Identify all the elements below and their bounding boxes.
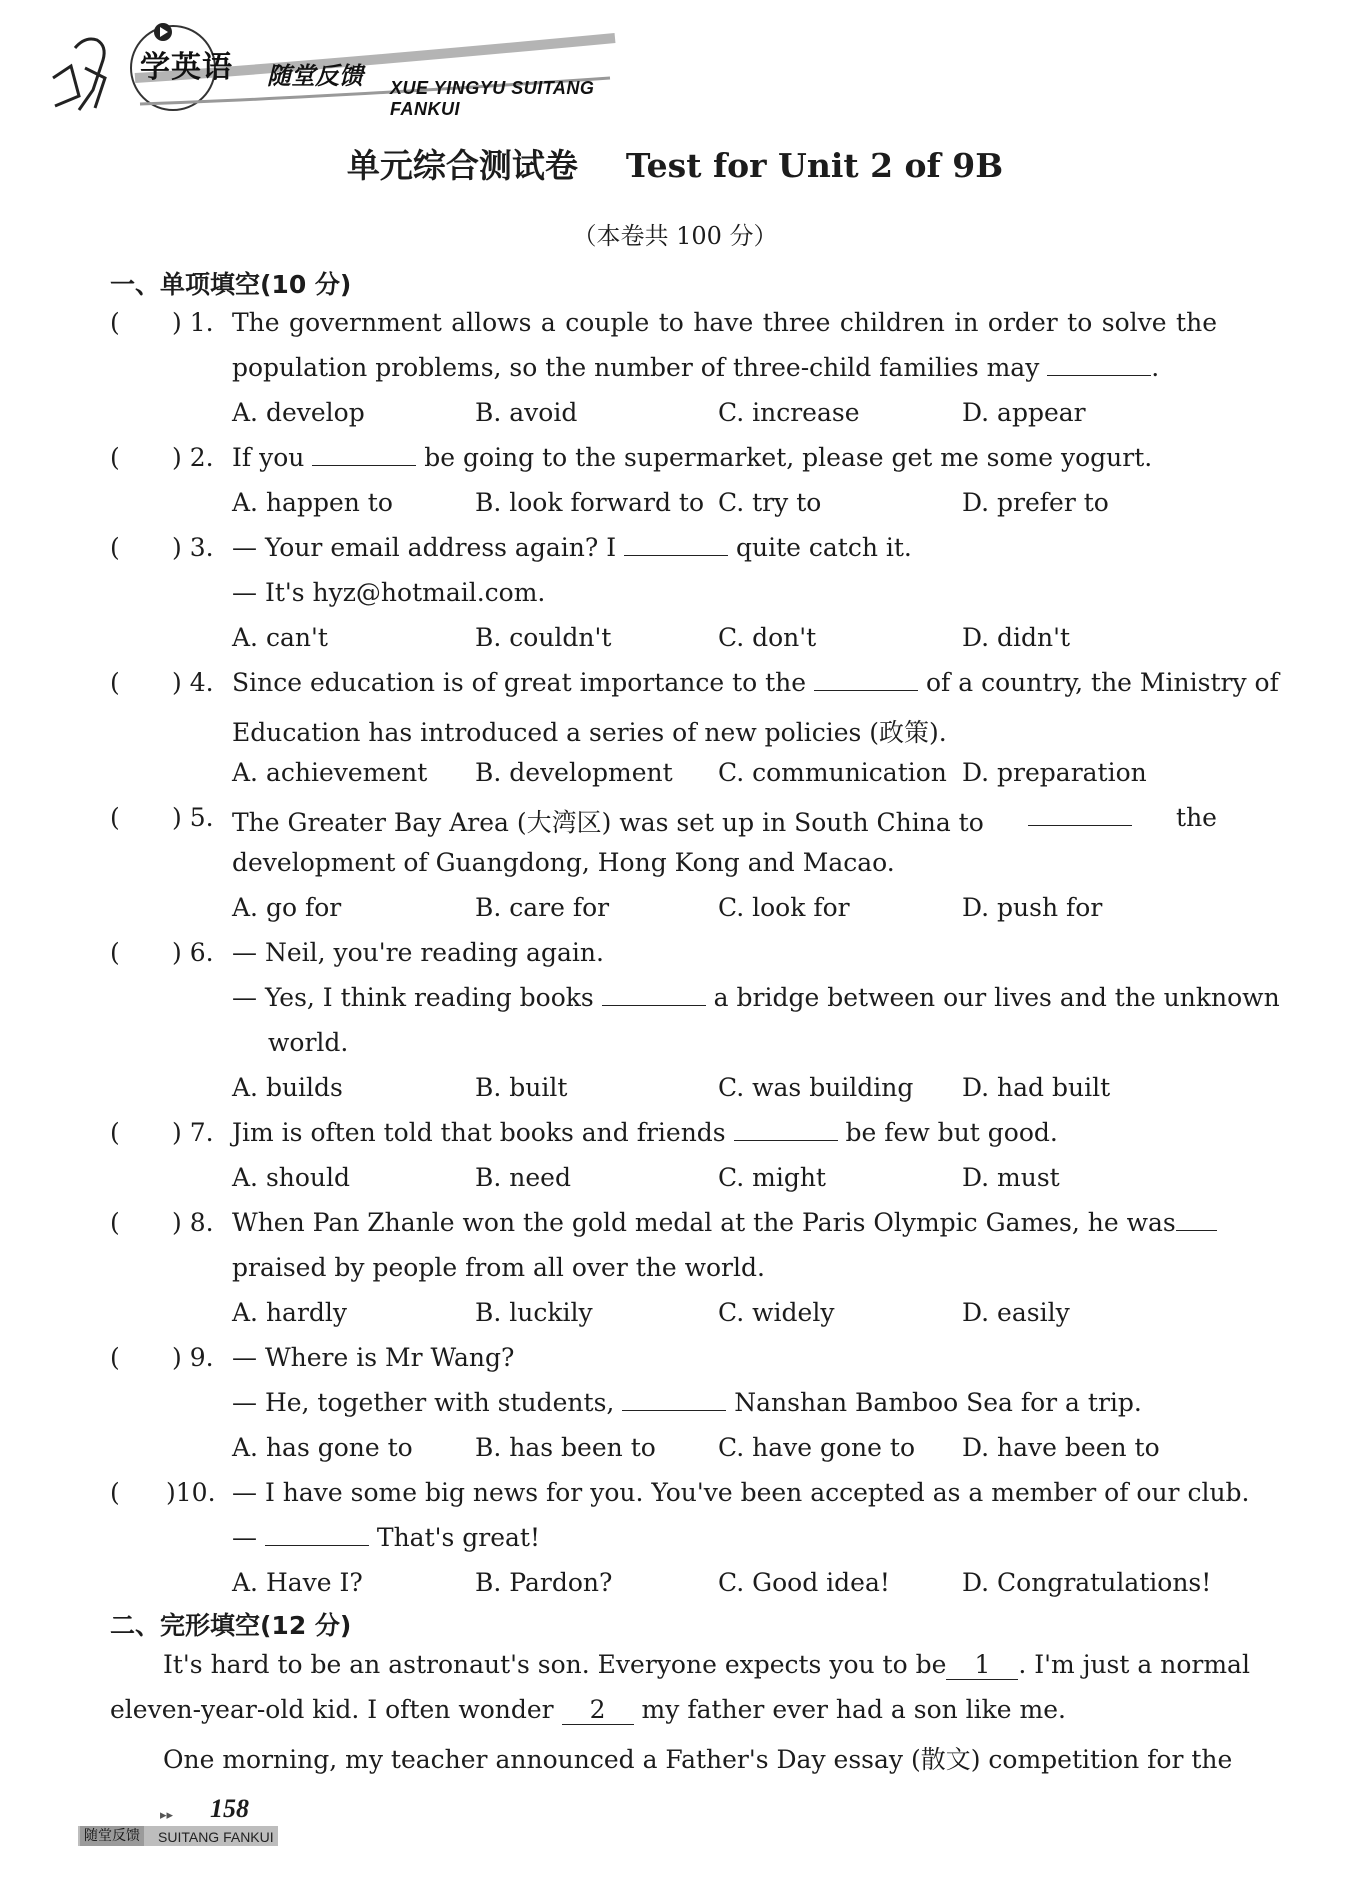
answer-paren[interactable]: ( <box>110 1208 120 1237</box>
answer-paren[interactable]: ( <box>110 1343 120 1372</box>
question-text-line: praised by people from all over the world. <box>232 1253 765 1282</box>
option-d[interactable]: D. had built <box>962 1073 1111 1102</box>
option-d[interactable]: D. preparation <box>962 758 1147 787</box>
answer-paren[interactable]: ( <box>110 1478 120 1507</box>
option-b[interactable]: B. built <box>475 1073 568 1102</box>
cloze-blank-2[interactable]: 2 <box>562 1695 634 1725</box>
question-number: ) 2. <box>172 443 214 472</box>
question-text-line: Jim is often told that books and friends be few but good. <box>232 1118 1058 1147</box>
section-2-heading: 二、完形填空(12 分) <box>110 1611 352 1640</box>
question-text-line: — He, together with students, Nanshan Bamboo Sea for a trip. <box>232 1388 1142 1417</box>
option-b[interactable]: B. has been to <box>475 1433 656 1462</box>
page-title <box>0 140 1350 187</box>
question-text-line: — Neil, you're reading again. <box>232 938 604 967</box>
question-number: ) 9. <box>172 1343 214 1372</box>
question-text-line: Since education is of great importance to the of a country, the Ministry of <box>232 668 1279 697</box>
title-cn: 单元综合测试卷 <box>346 146 578 185</box>
header-logo-text: 学英语 <box>140 50 233 85</box>
question-text-line: — I have some big news for you. You've been accepted as a member of our club. <box>232 1478 1250 1507</box>
question-text-line: — Where is Mr Wang? <box>232 1343 515 1372</box>
option-c[interactable]: C. Good idea! <box>718 1568 890 1597</box>
answer-blank[interactable] <box>1047 353 1151 376</box>
question-text-line: — Yes, I think reading books a bridge between our lives and the unknown <box>232 983 1280 1012</box>
option-b[interactable]: B. development <box>475 758 673 787</box>
answer-blank[interactable] <box>265 1523 369 1546</box>
answer-blank[interactable] <box>312 443 416 466</box>
option-b[interactable]: B. couldn't <box>475 623 612 652</box>
answer-blank[interactable] <box>622 1388 726 1411</box>
option-a[interactable]: A. should <box>232 1163 351 1192</box>
option-c[interactable]: C. try to <box>718 488 822 517</box>
option-d[interactable]: D. easily <box>962 1298 1070 1327</box>
question-text-line: — Your email address again? I quite catch it. <box>232 533 912 562</box>
question-text-line: world. <box>268 1028 349 1057</box>
answer-paren[interactable]: ( <box>110 308 120 337</box>
title-en: Test for Unit 2 of 9B <box>625 146 1004 185</box>
option-d[interactable]: D. appear <box>962 398 1086 427</box>
option-a[interactable]: A. achievement <box>232 758 428 787</box>
cloze-paragraph-line: One morning, my teacher announced a Father's Day essay (散文) competition for the <box>163 1745 1233 1774</box>
option-b[interactable]: B. avoid <box>475 398 578 427</box>
option-c[interactable]: C. widely <box>718 1298 835 1327</box>
option-b[interactable]: B. need <box>475 1163 571 1192</box>
question-text-line: — It's hyz@hotmail.com. <box>232 578 546 607</box>
footer-subtitle: SUITANG FANKUI <box>158 1829 274 1845</box>
header-logo-text-2: 随堂反馈 <box>267 62 363 90</box>
question-number: ) 1. <box>172 308 214 337</box>
option-c[interactable]: C. have gone to <box>718 1433 915 1462</box>
option-b[interactable]: B. Pardon? <box>475 1568 613 1597</box>
question-text-line: population problems, so the number of three-child families may . <box>232 353 1160 382</box>
option-c[interactable]: C. increase <box>718 398 860 427</box>
answer-blank[interactable] <box>1028 803 1132 826</box>
question-number: ) 3. <box>172 533 214 562</box>
option-d[interactable]: D. didn't <box>962 623 1071 652</box>
option-d[interactable]: D. must <box>962 1163 1060 1192</box>
option-b[interactable]: B. luckily <box>475 1298 593 1327</box>
answer-paren[interactable]: ( <box>110 668 120 697</box>
question-text-line: The government allows a couple to have three children in order to solve the <box>232 308 1217 337</box>
cloze-paragraph-line: eleven-year-old kid. I often wonder 2 my father ever had a son like me. <box>110 1695 1066 1724</box>
footer-tag: 随堂反馈 <box>80 1826 144 1846</box>
option-c[interactable]: C. communication <box>718 758 947 787</box>
page-number: 158 <box>210 1794 249 1823</box>
footer-arrow-icon: ▸▸ <box>160 1808 174 1823</box>
score-note: （本卷共 100 分） <box>572 222 778 250</box>
answer-paren[interactable]: ( <box>110 1118 120 1147</box>
question-number: ) 8. <box>172 1208 214 1237</box>
option-c[interactable]: C. look for <box>718 893 850 922</box>
question-number: ) 4. <box>172 668 214 697</box>
question-text-line: — That's great! <box>232 1523 541 1552</box>
option-c[interactable]: C. might <box>718 1163 826 1192</box>
header <box>45 18 645 118</box>
option-b[interactable]: B. look forward to <box>475 488 705 517</box>
question-number: ) 5. <box>172 803 214 832</box>
option-a[interactable]: A. Have I? <box>232 1568 363 1597</box>
answer-paren[interactable]: ( <box>110 938 120 967</box>
option-a[interactable]: A. can't <box>232 623 328 652</box>
answer-blank[interactable] <box>734 1118 838 1141</box>
cloze-blank-1[interactable]: 1 <box>946 1650 1018 1680</box>
question-number: ) 6. <box>172 938 214 967</box>
answer-blank[interactable] <box>1176 1208 1217 1231</box>
option-a[interactable]: A. go for <box>232 893 342 922</box>
header-subtitle: XUE YINGYU SUITANG FANKUI <box>390 78 595 119</box>
answer-blank[interactable] <box>602 983 706 1006</box>
option-c[interactable]: C. don't <box>718 623 817 652</box>
option-d[interactable]: D. Congratulations! <box>962 1568 1212 1597</box>
option-a[interactable]: A. develop <box>232 398 365 427</box>
question-text-line: When Pan Zhanle won the gold medal at the Paris Olympic Games, he was <box>232 1208 1217 1237</box>
question-number: ) 7. <box>172 1118 214 1147</box>
answer-paren[interactable]: ( <box>110 533 120 562</box>
option-a[interactable]: A. has gone to <box>232 1433 413 1462</box>
question-text-line: The Greater Bay Area (大湾区) was set up in South China to the <box>232 803 1217 837</box>
option-d[interactable]: D. prefer to <box>962 488 1109 517</box>
answer-paren[interactable]: ( <box>110 803 120 832</box>
option-c[interactable]: C. was building <box>718 1073 914 1102</box>
option-a[interactable]: A. hardly <box>232 1298 348 1327</box>
answer-blank[interactable] <box>814 668 918 691</box>
option-d[interactable]: D. push for <box>962 893 1103 922</box>
cloze-paragraph-line: It's hard to be an astronaut's son. Everyone expects you to be 1 . I'm just a normal <box>163 1650 1250 1679</box>
option-a[interactable]: A. happen to <box>232 488 393 517</box>
section-1-heading: 一、单项填空(10 分) <box>110 270 352 299</box>
answer-paren[interactable]: ( <box>110 443 120 472</box>
option-b[interactable]: B. care for <box>475 893 610 922</box>
question-text-line: Education has introduced a series of new policies (政策). <box>232 718 947 747</box>
question-text-line: If you be going to the supermarket, please get me some yogurt. <box>232 443 1153 472</box>
question-text-line: development of Guangdong, Hong Kong and Macao. <box>232 848 895 877</box>
option-d[interactable]: D. have been to <box>962 1433 1160 1462</box>
answer-blank[interactable] <box>624 533 728 556</box>
question-number: )10. <box>166 1478 216 1507</box>
option-a[interactable]: A. builds <box>232 1073 343 1102</box>
